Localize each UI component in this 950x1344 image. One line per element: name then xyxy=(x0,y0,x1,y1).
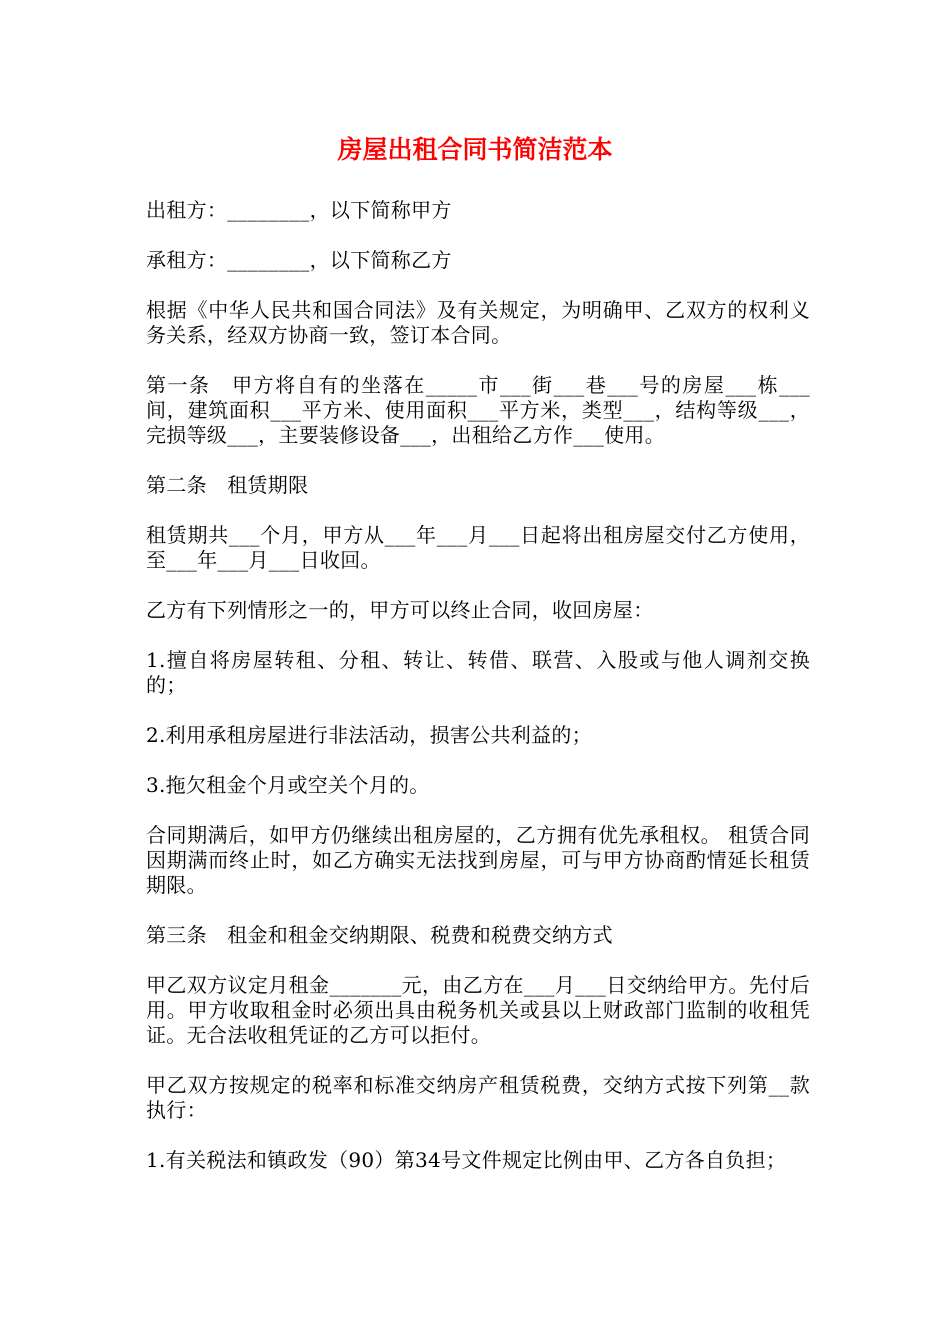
list-item-termination-2: 2.利用承租房屋进行非法活动，损害公共利益的； xyxy=(146,723,592,747)
paragraph-preamble: 根据《中华人民共和国合同法》及有关规定，为明确甲、乙双方的权利义务关系，经双方协商一致，签订本合同。 xyxy=(146,298,810,347)
paragraph-tax: 甲乙双方按规定的税率和标准交纳房产租赁税费，交纳方式按下列第__款执行： xyxy=(146,1073,810,1122)
heading-article-2: 第二条 租赁期限 xyxy=(146,473,309,497)
list-item-tax-1: 1.有关税法和镇政发（90）第34号文件规定比例由甲、乙方各自负担； xyxy=(146,1148,787,1172)
document-body xyxy=(146,198,810,1198)
paragraph-rent: 甲乙双方议定月租金_______元，由乙方在___月___日交纳给甲方。先付后用。甲方收取租金时必须出具由税务机关或县以上财政部门监制的收租凭证。无合法收租凭证的乙方可以拒付。 xyxy=(146,973,810,1047)
paragraph-article-1: 第一条 甲方将自有的坐落在_____市___街___巷___号的房屋___栋___间，建筑面积___平方米、使用面积___平方米，类型___，结构等级___，完损等级___，主要装修设备___，出租给乙方作___使用。 xyxy=(146,373,810,447)
paragraph-renewal: 合同期满后，如甲方仍继续出租房屋的，乙方拥有优先承租权。 租赁合同因期满而终止时，如乙方确实无法找到房屋，可与甲方协商酌情延长租赁期限。 xyxy=(146,823,810,897)
paragraph-lease-term: 租赁期共___个月，甲方从___年___月___日起将出租房屋交付乙方使用，至___年___月___日收回。 xyxy=(146,523,810,572)
paragraph-lessee: 承租方：________，以下简称乙方 xyxy=(146,248,452,272)
heading-article-3: 第三条 租金和租金交纳期限、税费和税费交纳方式 xyxy=(146,923,613,947)
list-item-termination-1: 1.擅自将房屋转租、分租、转让、转借、联营、入股或与他人调剂交换的； xyxy=(146,648,810,697)
paragraph-lessor: 出租方：________，以下简称甲方 xyxy=(146,198,452,222)
list-item-termination-3: 3.拖欠租金个月或空关个月的。 xyxy=(146,773,430,797)
document-title: 房屋出租合同书简洁范本 xyxy=(337,135,613,164)
paragraph-termination-intro: 乙方有下列情形之一的，甲方可以终止合同，收回房屋： xyxy=(146,598,654,622)
